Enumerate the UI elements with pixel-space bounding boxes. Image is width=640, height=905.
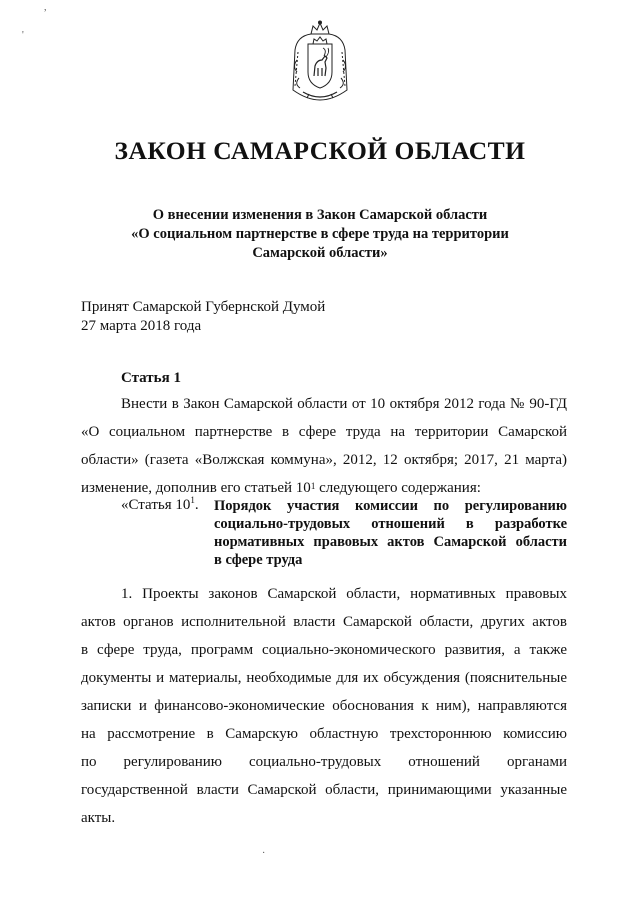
text-line: 1. Проекты законов Самарской области, нормативных правовых [121,586,567,602]
text-line: Внести в Закон Самарской области от 10 октября 2012 года № 90-ГД [121,396,567,412]
title-line: Порядок участия комиссии по регулированию [214,498,567,514]
article-10-title [214,497,567,569]
adoption-info [81,298,325,336]
text-line: по регулированию социально-трудовых отношений органами [81,754,567,770]
title-line: социально-трудовых отношений в разработке [214,516,567,532]
subtitle-line: О внесении изменения в Закон Самарской области [152,207,488,223]
title-line: нормативных правовых актов Самарской области [214,534,567,550]
text-line: документы и материалы, необходимые для их обсуждения (пояснительные [81,670,567,686]
text-fragment: изменение, дополнив его статьей 10 [81,480,311,496]
title-line: в сфере труда [214,552,303,568]
text-line: области» (газета «Волжская коммуна», 2012, 12 октября; 2017, 21 марта) [81,452,567,468]
superscript: 1 [310,481,316,491]
text-line: акты. [81,810,116,826]
scan-mark: · [262,848,266,859]
text-line: актов органов исполнительной власти Самарской области, других актов [81,614,567,630]
scan-mark: ' [22,30,24,41]
label-text: . [194,497,199,513]
scan-mark: , [44,2,47,13]
paragraph-1 [81,580,567,832]
label-text: «Статья 10 [121,497,191,513]
article-1-heading: Статья 1 [121,370,181,386]
adoption-line: Принят Самарской Губернской Думой [81,299,326,315]
text-line: на рассмотрение в Самарскую областную трехстороннюю комиссию [81,726,567,742]
document-subtitle [80,206,560,263]
article-1-text [81,390,567,502]
superscript: 1 [190,495,195,505]
document-title: ЗАКОН САМАРСКОЙ ОБЛАСТИ [114,136,526,165]
coat-of-arms-icon [289,20,351,102]
subtitle-line: Самарской области» [252,245,388,261]
text-fragment: следующего содержания: [315,480,481,496]
adoption-date: 27 марта 2018 года [81,318,202,334]
text-line: в сфере труда, программ социально-экономического развития, а также [81,642,567,658]
article-10-label [121,497,199,514]
text-line: записки и финансово-экономические обоснования к ним), направляются [81,698,567,714]
text-line: государственной власти Самарской области, принимающими указанные [81,782,567,798]
subtitle-line: «О социальном партнерстве в сфере труда на территории [131,226,509,242]
text-line: «О социальном партнерстве в сфере труда на территории Самарской [81,424,567,440]
